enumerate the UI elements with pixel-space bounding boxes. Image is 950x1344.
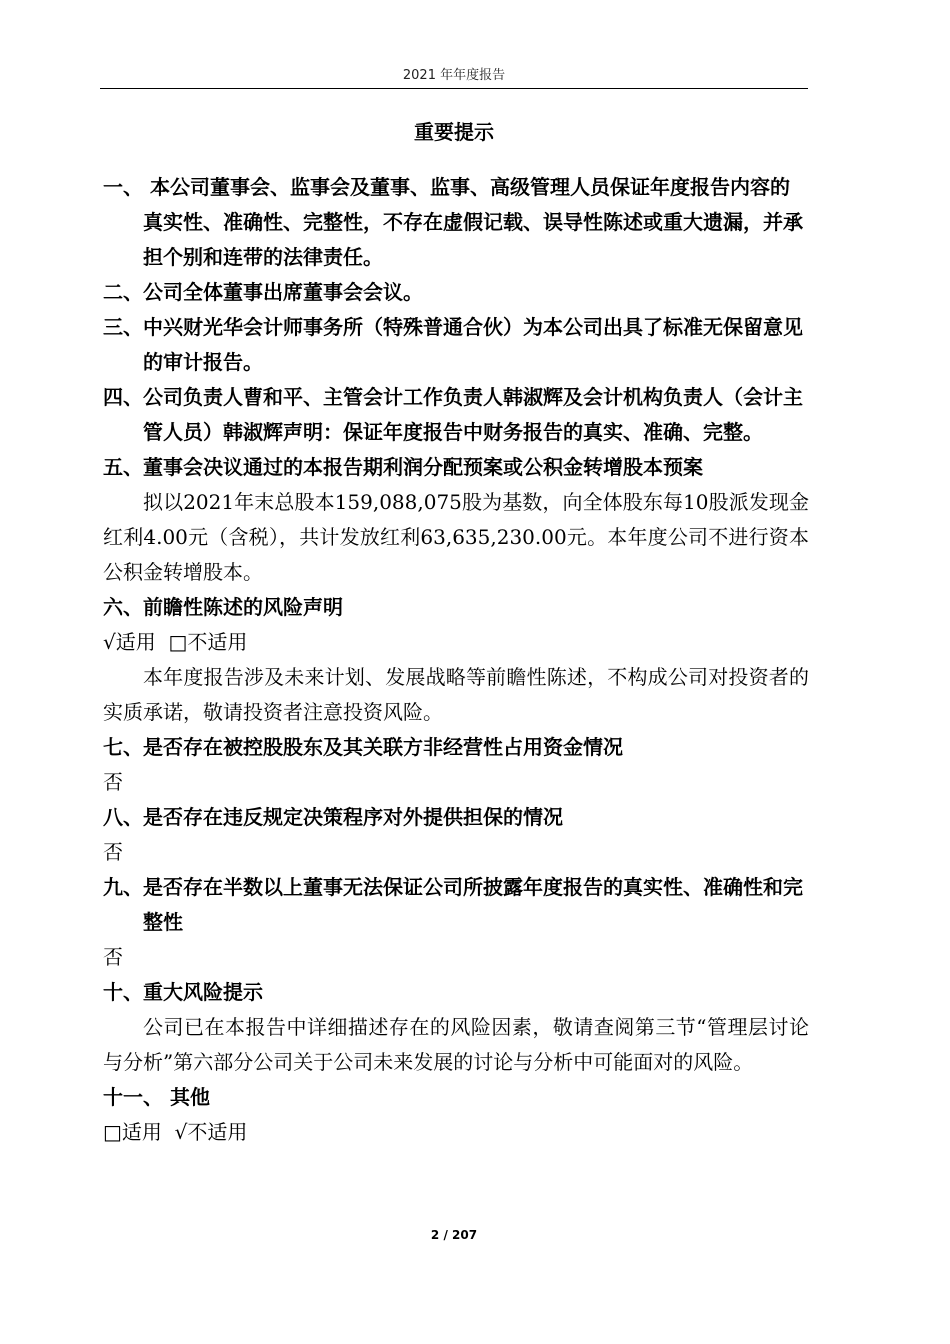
item-11-heading: 十一、 其他 — [103, 1085, 210, 1109]
page-title: 重要提示 — [414, 120, 494, 144]
item-7-answer: 否 — [103, 770, 123, 794]
item-5-heading: 五、董事会决议通过的本报告期利润分配预案或公积金转增股本预案 — [103, 455, 703, 479]
item-10-body: 公司已在本报告中详细描述存在的风险因素，敬请查阅第三节“管理层讨论与分析”第六部分公司关于公司未来发展的讨论与分析中可能面对的风险。 — [103, 1015, 809, 1074]
item-8-answer: 否 — [103, 840, 123, 864]
item-7-heading: 七、是否存在被控股股东及其关联方非经营性占用资金情况 — [103, 735, 623, 759]
item-9-heading: 九、是否存在半数以上董事无法保证公司所披露年度报告的真实性、准确性和完整性 — [103, 875, 803, 934]
item-6-heading: 六、前瞻性陈述的风险声明 — [103, 595, 343, 619]
item-11-applicability: □适用 √不适用 — [103, 1120, 248, 1144]
page-number: 2 / 207 — [430, 1228, 478, 1242]
header-divider — [100, 88, 808, 89]
item-5-body: 拟以2021年末总股本159,088,075股为基数，向全体股东每10股派发现金红利4.00元（含税），共计发放红利63,635,230.00元。本年度公司不进行资本公积金转增股本。 — [103, 490, 809, 584]
item-3-heading: 三、中兴财光华会计师事务所（特殊普通合伙）为本公司出具了标准无保留意见的审计报告。 — [103, 315, 803, 374]
item-9-answer: 否 — [103, 945, 123, 969]
item-10-heading: 十、重大风险提示 — [103, 980, 263, 1004]
item-6-applicability: √适用 □不适用 — [103, 630, 248, 654]
item-8-heading: 八、是否存在违反规定决策程序对外提供担保的情况 — [103, 805, 563, 829]
item-2-heading: 二、公司全体董事出席董事会会议。 — [103, 280, 423, 304]
running-header: 2021 年年度报告 — [402, 68, 506, 83]
item-1-heading: 一、 本公司董事会、监事会及董事、监事、高级管理人员保证年度报告内容的真实性、准确性、完整性，不存在虚假记载、误导性陈述或重大遗漏，并承担个别和连带的法律责任。 — [103, 175, 803, 269]
item-4-heading: 四、公司负责人曹和平、主管会计工作负责人韩淑辉及会计机构负责人（会计主管人员）韩淑辉声明：保证年度报告中财务报告的真实、准确、完整。 — [103, 385, 803, 444]
document-body — [103, 170, 809, 1150]
item-6-body: 本年度报告涉及未来计划、发展战略等前瞻性陈述，不构成公司对投资者的实质承诺，敬请投资者注意投资风险。 — [103, 665, 809, 724]
